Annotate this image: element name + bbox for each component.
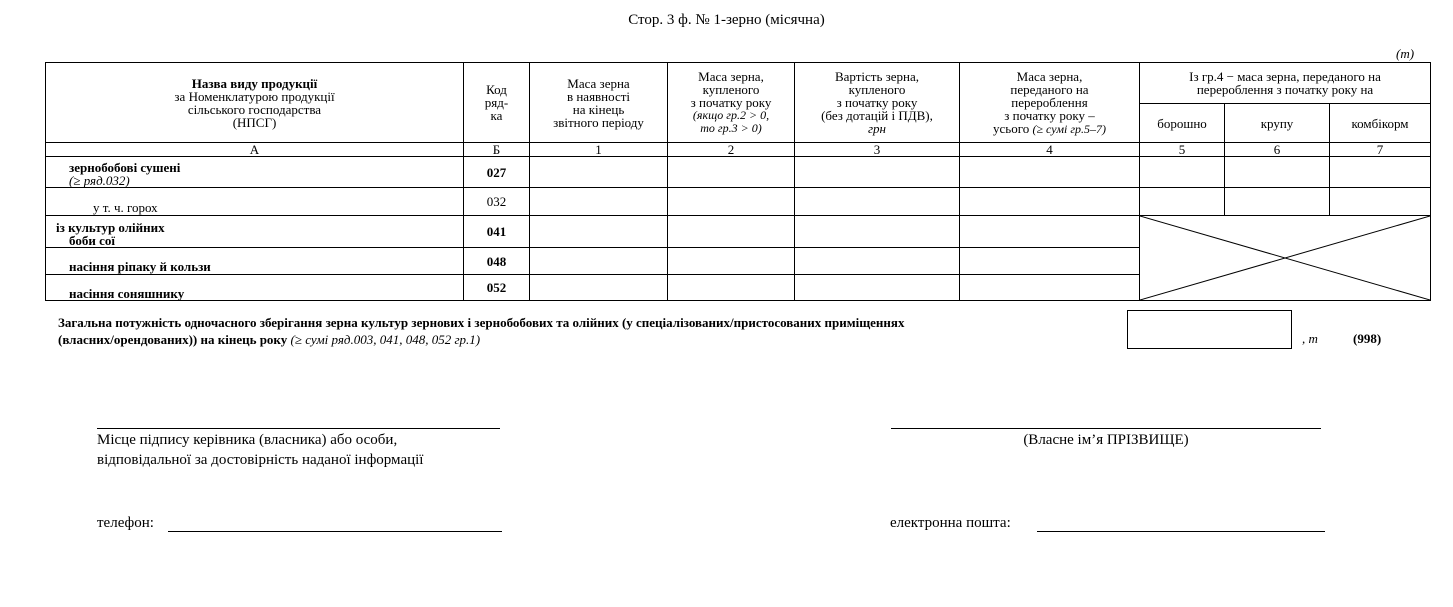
header-col-6: крупу	[1225, 104, 1330, 143]
table-row	[46, 157, 1431, 188]
cross-mark	[1140, 216, 1430, 300]
table-row	[46, 216, 1431, 248]
table-row	[46, 188, 1431, 216]
header-col-1: Маса зерна в наявності на кінець звітного періоду	[530, 63, 668, 143]
cell-input[interactable]	[960, 248, 1140, 275]
name-label: (Власне ім’я ПРІЗВИЩЕ)	[1023, 432, 1189, 448]
row-label: у т. ч. горох	[46, 188, 464, 216]
row-sublabel: боби сої	[69, 233, 115, 248]
cell-input[interactable]	[530, 216, 668, 248]
cell-input[interactable]	[530, 188, 668, 216]
cell-input[interactable]	[795, 157, 960, 188]
header-row-code: Код ряд- ка	[464, 63, 530, 143]
cell-input[interactable]	[960, 157, 1140, 188]
row-label: насіння ріпаку й кользи	[46, 248, 464, 275]
cell-input[interactable]	[530, 157, 668, 188]
header-col-7: комбікорм	[1330, 104, 1431, 143]
capacity-input-box[interactable]	[1127, 310, 1292, 349]
cell-input[interactable]	[960, 188, 1140, 216]
cell-input[interactable]	[530, 275, 668, 301]
header-col-3: Вартість зерна, купленого з початку року (без дотацій і ПДВ), грн	[795, 63, 960, 143]
row-code: 048	[464, 248, 530, 275]
cell-input[interactable]	[960, 275, 1140, 301]
header-col-4: Маса зерна, переданого на перероблення з початку року – усього (≥ сумі гр.5–7)	[960, 63, 1140, 143]
row-label: зернобобові сушені	[69, 160, 181, 175]
cell-input[interactable]	[668, 216, 795, 248]
phone-label: телефон:	[97, 515, 154, 531]
cell-input[interactable]	[1140, 188, 1225, 216]
cell-input[interactable]	[1225, 188, 1330, 216]
row-code: 027	[464, 157, 530, 188]
header-col-5: борошно	[1140, 104, 1225, 143]
page-title: Стор. 3 ф. № 1-зерно (місячна)	[628, 12, 825, 28]
cell-input[interactable]	[668, 188, 795, 216]
capacity-unit: , т	[1302, 331, 1318, 346]
signature-line[interactable]	[97, 428, 500, 429]
grain-form-table	[45, 62, 1431, 301]
email-field[interactable]	[1037, 531, 1325, 532]
header-col-2: Маса зерна, купленого з початку року (якщо гр.2 > 0, то гр.3 > 0)	[668, 63, 795, 143]
cell-input[interactable]	[795, 216, 960, 248]
row-label: із культур олійних	[56, 220, 165, 235]
cell-input[interactable]	[1225, 157, 1330, 188]
capacity-label: Загальна потужність одночасного зберігання зерна культур зернових і зернобобових та олійних (у спеціалізованих/пристосованих приміщеннях (власних/орендованих)) на кінець року (≥ сумі ряд.003, 041, 048, 052 гр.1)	[58, 315, 905, 347]
signature-place-label: Місце підпису керівника (власника) або особи, відповідальної за достовірність наданої інформації	[97, 432, 424, 468]
capacity-code: (998)	[1353, 331, 1382, 346]
cell-input[interactable]	[795, 188, 960, 216]
cell-input[interactable]	[1330, 188, 1431, 216]
cell-input[interactable]	[668, 275, 795, 301]
cell-input[interactable]	[1140, 157, 1225, 188]
email-label: електронна пошта:	[890, 515, 1011, 531]
cell-input[interactable]	[668, 248, 795, 275]
row-note: (≥ ряд.032)	[69, 173, 130, 188]
row-code: 032	[464, 188, 530, 216]
cell-input[interactable]	[795, 275, 960, 301]
cell-input[interactable]	[668, 157, 795, 188]
row-label: насіння соняшнику	[46, 275, 464, 301]
name-line[interactable]	[891, 428, 1321, 429]
column-index-row: А Б 1 2 3 4 5 6 7	[46, 143, 1431, 157]
cell-input[interactable]	[795, 248, 960, 275]
header-processing-group: Із гр.4 − маса зерна, переданого на перероблення з початку року на	[1140, 63, 1431, 104]
row-code: 052	[464, 275, 530, 301]
cell-input[interactable]	[530, 248, 668, 275]
cell-input[interactable]	[1330, 157, 1431, 188]
unit-label: (т)	[1396, 46, 1415, 61]
header-product-name: Назва виду продукції за Номенклатурою продукції сільського господарства (НПСГ)	[46, 63, 464, 143]
crossed-out-cells	[1140, 216, 1431, 301]
phone-field[interactable]	[168, 531, 502, 532]
cell-input[interactable]	[960, 216, 1140, 248]
row-code: 041	[464, 216, 530, 248]
